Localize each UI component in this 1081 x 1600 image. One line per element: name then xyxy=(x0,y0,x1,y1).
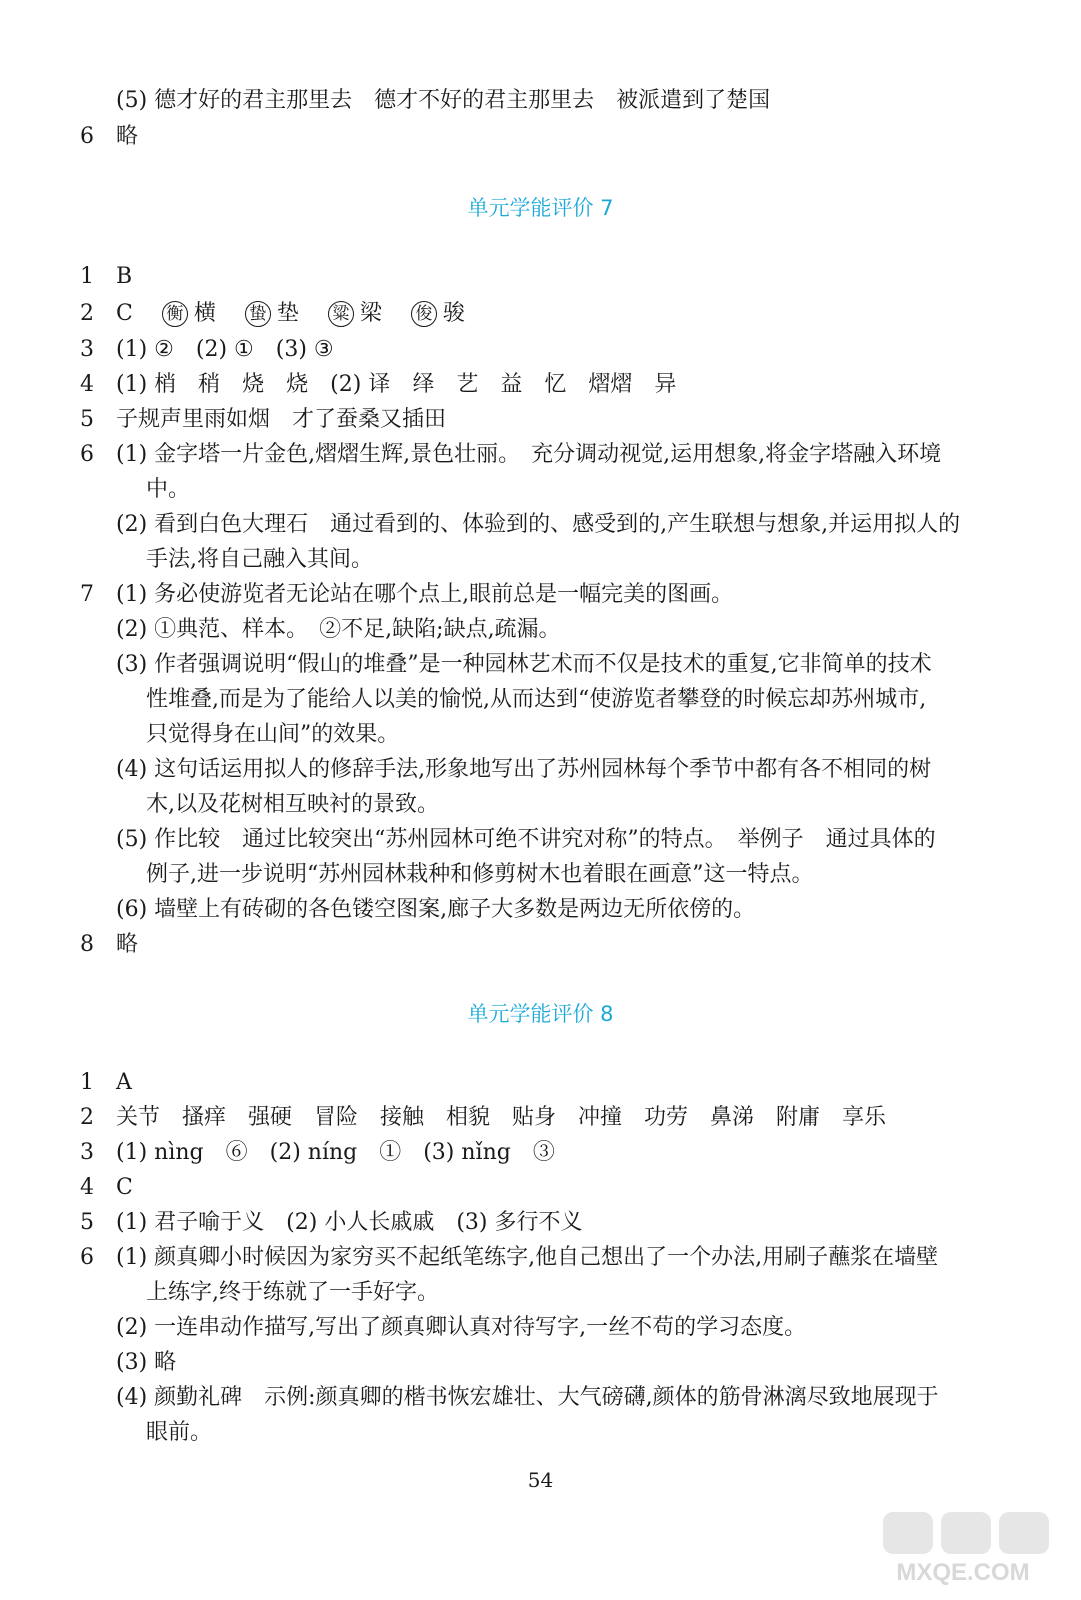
question-number: 1 xyxy=(80,264,94,289)
u8-q6-1 xyxy=(80,1241,1021,1275)
question-number: 4 xyxy=(80,372,94,397)
answer-text xyxy=(116,297,1021,331)
corrected-char: 垫 xyxy=(276,301,299,326)
u7-q6-2-cont xyxy=(80,543,1021,577)
u7-q7-2 xyxy=(80,613,1021,647)
circled-char: 衡 xyxy=(162,301,188,327)
u7-q6-1 xyxy=(80,438,1021,472)
answer-text: 略 xyxy=(116,932,139,957)
answer-text: 木,以及花树相互映衬的景致。 xyxy=(146,792,439,817)
u7-q8 xyxy=(80,928,1021,962)
answer-text: 关节 搔痒 强硬 冒险 接触 相貌 贴身 冲撞 功劳 鼻涕 附庸 享乐 xyxy=(116,1105,887,1130)
u8-q6-4-cont xyxy=(80,1416,1021,1450)
question-number: 3 xyxy=(80,337,94,362)
circled-char: 蛰 xyxy=(245,301,271,327)
question-number: 2 xyxy=(80,1105,94,1130)
u8-q6-3 xyxy=(80,1346,1021,1380)
watermark-logo xyxy=(863,1508,1063,1588)
answer-text: (2) ①典范、样本。 ②不足,缺陷;缺点,疏漏。 xyxy=(116,617,561,642)
u7-q4 xyxy=(80,368,1021,402)
answer-text: (2) 看到白色大理石 通过看到的、体验到的、感受到的,产生联想与想象,并运用拟人的 xyxy=(116,512,961,537)
watermark-logo-icon xyxy=(863,1508,1063,1588)
question-number: 4 xyxy=(80,1175,94,1200)
answer-text: (1) 梢 稍 烧 烧 (2) 译 绎 艺 益 忆 熠熠 异 xyxy=(116,372,677,397)
page-number: 54 xyxy=(527,1468,554,1492)
u8-q2 xyxy=(80,1101,1021,1135)
answer-text: (1) 务必使游览者无论站在哪个点上,眼前总是一幅完美的图画。 xyxy=(116,582,734,607)
u7-q7-3-cont2 xyxy=(80,718,1021,752)
question-number: 7 xyxy=(80,582,94,607)
u7-q7-1 xyxy=(80,578,1021,612)
question-number: 2 xyxy=(80,301,94,326)
question-number: 6 xyxy=(80,124,94,149)
circled-char: 俊 xyxy=(411,301,437,327)
u8-q5 xyxy=(80,1206,1021,1240)
u8-q6-1-cont xyxy=(80,1276,1021,1310)
u7-q7-5-cont xyxy=(80,858,1021,892)
answer-text: (2) 一连串动作描写,写出了颜真卿认真对待写字,一丝不苟的学习态度。 xyxy=(116,1315,807,1340)
corrected-char: 梁 xyxy=(359,301,382,326)
u8-q3 xyxy=(80,1136,1021,1170)
u8-q4 xyxy=(80,1171,1021,1205)
answer-text: 子规声里雨如烟 才了蚕桑又插田 xyxy=(116,407,447,432)
corrected-char: 横 xyxy=(193,301,216,326)
u7-q6-1-cont xyxy=(80,473,1021,507)
watermark-text: MXQE.COM xyxy=(896,1559,1030,1586)
u8-q1 xyxy=(80,1066,1021,1100)
answer-text: (5) 德才好的君主那里去 德才不好的君主那里去 被派遣到了楚国 xyxy=(116,88,771,113)
section-title-unit7: 单元学能评价 7 xyxy=(467,196,614,220)
answer-text: B xyxy=(116,264,133,289)
question-number: 3 xyxy=(80,1140,94,1165)
answer-text: (1) nìng ⑥ (2) níng ① (3) nǐng ③ xyxy=(116,1140,555,1165)
answer-text: 眼前。 xyxy=(146,1420,213,1445)
answer-text: (1) 金字塔一片金色,熠熠生辉,景色壮丽。 充分调动视觉,运用想象,将金字塔融入环境 xyxy=(116,442,942,467)
u7-q7-5 xyxy=(80,823,1021,857)
corrected-char: 骏 xyxy=(442,301,465,326)
answer-text: (5) 作比较 通过比较突出“苏州园林可绝不讲究对称”的特点。 举例子 通过具体的 xyxy=(116,827,936,852)
answer-text: 例子,进一步说明“苏州园林栽种和修剪树木也着眼在画意”这一特点。 xyxy=(146,862,814,887)
question-number: 1 xyxy=(80,1070,94,1095)
answer-text: (1) 君子喻于义 (2) 小人长戚戚 (3) 多行不义 xyxy=(116,1210,583,1235)
answer-text: 中。 xyxy=(146,477,191,502)
u7-q1 xyxy=(80,260,1021,294)
top-answer-5 xyxy=(80,84,1021,118)
u7-q5 xyxy=(80,403,1021,437)
question-number: 6 xyxy=(80,1245,94,1270)
question-number: 6 xyxy=(80,442,94,467)
answer-text: 性堆叠,而是为了能给人以美的愉悦,从而达到“使游览者攀登的时候忘却苏州城市, xyxy=(146,687,927,712)
u7-q7-3-cont1 xyxy=(80,683,1021,717)
answer-text: A xyxy=(116,1070,132,1095)
answer-text: C xyxy=(116,1175,133,1200)
u7-q3 xyxy=(80,333,1021,367)
u7-q7-3 xyxy=(80,648,1021,682)
answer-text: 只觉得身在山间”的效果。 xyxy=(146,722,400,747)
answer-text: 手法,将自己融入其间。 xyxy=(146,547,373,572)
question-number: 8 xyxy=(80,932,94,957)
answer-text: 上练字,终于练就了一手好字。 xyxy=(146,1280,439,1305)
top-question-6 xyxy=(80,120,1021,154)
answer-text: (3) 作者强调说明“假山的堆叠”是一种园林艺术而不仅是技术的重复,它非简单的技术 xyxy=(116,652,932,677)
u7-q2 xyxy=(80,297,1021,331)
question-number: 5 xyxy=(80,1210,94,1235)
answer-text: (6) 墙壁上有砖砌的各色镂空图案,廊子大多数是两边无所依傍的。 xyxy=(116,897,756,922)
answer-text: (4) 颜勤礼碑 示例:颜真卿的楷书恢宏雄壮、大气磅礴,颜体的筋骨淋漓尽致地展现于 xyxy=(116,1385,939,1410)
q2-lead: C xyxy=(116,301,133,326)
section-title-unit8: 单元学能评价 8 xyxy=(467,1002,614,1026)
answer-text: (4) 这句话运用拟人的修辞手法,形象地写出了苏州园林每个季节中都有各不相同的树 xyxy=(116,757,932,782)
u8-q6-4 xyxy=(80,1381,1021,1415)
u7-q7-4 xyxy=(80,753,1021,787)
u7-q7-6 xyxy=(80,893,1021,927)
question-number: 5 xyxy=(80,407,94,432)
u8-q6-2 xyxy=(80,1311,1021,1345)
answer-text: 略 xyxy=(116,124,139,149)
u7-q6-2 xyxy=(80,508,1021,542)
answer-text: (1) ② (2) ① (3) ③ xyxy=(116,337,334,362)
answer-text: (1) 颜真卿小时候因为家穷买不起纸笔练字,他自己想出了一个办法,用刷子蘸浆在墙壁 xyxy=(116,1245,939,1270)
circled-char: 粱 xyxy=(328,301,354,327)
answer-text: (3) 略 xyxy=(116,1350,177,1375)
u7-q7-4-cont xyxy=(80,788,1021,822)
